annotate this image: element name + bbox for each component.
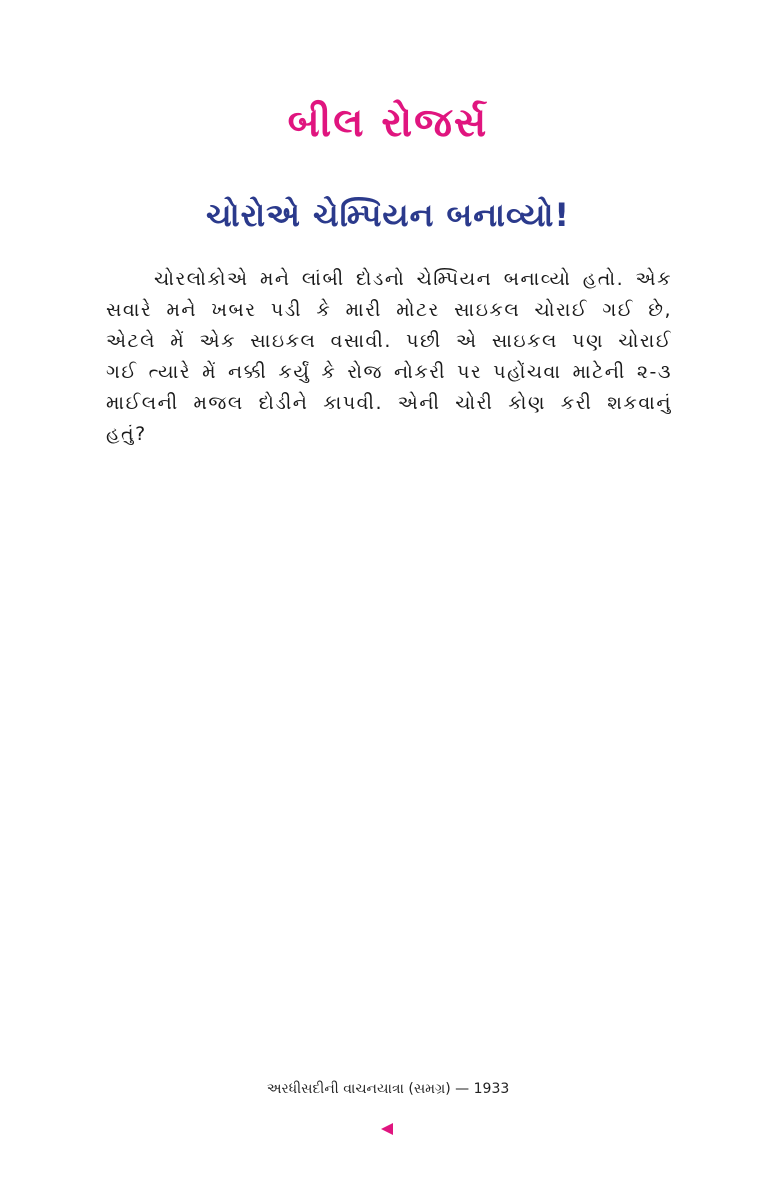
author-name: બીલ રોજર્સ <box>287 100 489 146</box>
left-triangle-icon <box>380 1121 394 1137</box>
left-triangle-shape <box>380 1121 394 1137</box>
article-paragraph: ચોરલોકોએ મને લાંબી દોડનો ચેમ્પિયન બનાવ્યો હતો. એક સવારે મને ખબર પડી કે મારી મોટર સાઇકલ ચોરાઈ ગઈ છે, એટલે મેં એક સાઇકલ વસાવી. પછી એ સાઇકલ પણ ચોરાઈ ગઈ ત્યારે મેં નક્કી કર્યું કે રોજ નોકરી પર પહોંચવા માટેની ૨-૩ માઈલની મજલ દોડીને કાપવી. એની ચોરી કોણ કરી શકવાનું હતું? <box>106 268 672 445</box>
page-footer: અરધીસદીની વાચનયાત્રા (સમગ્ર) — 1933 <box>266 1081 510 1097</box>
article-title: ચોરોએ ચેમ્પિયન બનાવ્યો! <box>205 196 571 234</box>
